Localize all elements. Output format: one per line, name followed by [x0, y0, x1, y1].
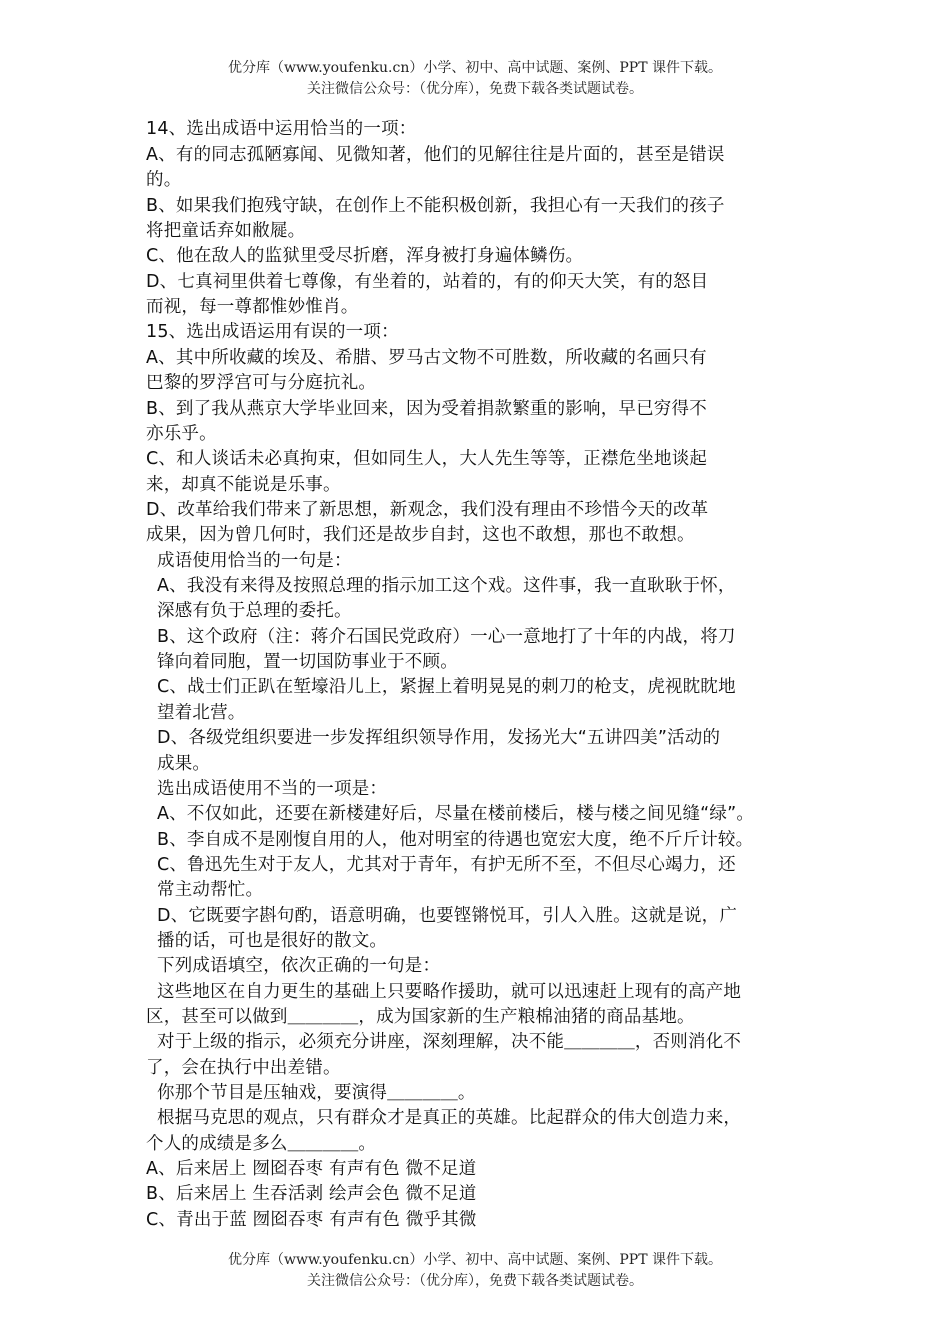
q17-option-a: A、不仅如此，还要在新楼建好后，尽量在楼前楼后，楼与楼之间见缝“绿”。 — [157, 804, 755, 824]
q18-sentence-2-cont: 了，会在执行中出差错。 — [146, 1058, 341, 1078]
q17-option-d-cont: 播的话，可也是很好的散文。 — [157, 931, 388, 951]
q16-option-b: B、这个政府（注：蒋介石国民党政府）一心一意地打了十年的内战，将刀 — [157, 627, 736, 647]
q16-option-c: C、战士们正趴在堑壕沿儿上，紧握上着明晃晃的刺刀的枪支，虎视眈眈地 — [157, 677, 736, 697]
q14-option-b: B、如果我们抱残守缺，在创作上不能积极创新，我担心有一天我们的孩子 — [146, 196, 725, 216]
q15-option-d: D、改革给我们带来了新思想，新观念，我们没有理由不珍惜今天的改革 — [146, 500, 709, 520]
q18-option-b: B、后来居上 生吞活剥 绘声会色 微不足道 — [146, 1184, 477, 1204]
q18-option-a: A、后来居上 囫囵吞枣 有声有色 微不足道 — [146, 1159, 477, 1179]
q18-sentence-4: 根据马克思的观点，只有群众才是真正的英雄。比起群众的伟大创造力来， — [157, 1108, 742, 1128]
question-18-title: 下列成语填空，依次正确的一句是： — [157, 956, 441, 976]
question-15-title: 15、选出成语运用有误的一项： — [146, 322, 399, 342]
q18-sentence-1-cont: 区，甚至可以做到＿＿＿＿，成为国家新的生产粮棉油猪的商品基地。 — [146, 1007, 695, 1027]
q16-option-a-cont: 深感有负于总理的委托。 — [157, 601, 352, 621]
q14-option-a-cont: 的。 — [146, 170, 182, 190]
q18-sentence-1: 这些地区在自力更生的基础上只要略作援助，就可以迅速赶上现有的高产地 — [157, 982, 742, 1002]
q17-option-b: B、李自成不是刚愎自用的人，他对明室的待遇也宽宏大度，绝不斤斤计较。 — [157, 830, 754, 850]
q14-option-c: C、他在敌人的监狱里受尽折磨，浑身被打身遍体鳞伤。 — [146, 246, 584, 266]
q14-option-d: D、七真祠里供着七尊像，有坐着的，站着的，有的仰天大笑，有的怒目 — [146, 272, 709, 292]
q18-sentence-2: 对于上级的指示，必须充分讲座，深刻理解，决不能＿＿＿＿，否则消化不 — [157, 1032, 742, 1052]
q17-option-c-cont: 常主动帮忙。 — [157, 880, 264, 900]
q16-option-b-cont: 锋向着同胞，置一切国防事业于不顾。 — [157, 652, 458, 672]
q17-option-d: D、它既要字斟句酌，语意明确，也要铿锵悦耳，引人入胜。这就是说，广 — [157, 906, 738, 926]
page-footer — [0, 1250, 950, 1292]
q14-option-b-cont: 将把童话弃如敝屣。 — [146, 221, 306, 241]
q15-option-a: A、其中所收藏的埃及、希腊、罗马古文物不可胜数，所收藏的名画只有 — [146, 348, 707, 368]
q15-option-d-cont: 成果，因为曾几何时，我们还是故步自封，这也不敢想，那也不敢想。 — [146, 525, 695, 545]
question-16-title: 成语使用恰当的一句是： — [157, 551, 352, 571]
q15-option-b: B、到了我从燕京大学毕业回来，因为受着捐款繁重的影响，早已穷得不 — [146, 399, 707, 419]
q14-option-d-cont: 而视，每一尊都惟妙惟肖。 — [146, 297, 359, 317]
footer-line-1: 优分库（www.youfenku.cn）小学、初中、高中试题、案例、PPT 课件下载。 — [227, 1252, 722, 1268]
q17-option-c: C、鲁迅先生对于友人，尤其对于青年，有护无所不至，不但尽心竭力，还 — [157, 855, 736, 875]
q18-option-c: C、青出于蓝 囫囵吞枣 有声有色 微乎其微 — [146, 1210, 477, 1230]
header-line-1: 优分库（www.youfenku.cn）小学、初中、高中试题、案例、PPT 课件下载。 — [227, 60, 722, 76]
q16-option-c-cont: 望着北营。 — [157, 703, 246, 723]
footer-line-2: 关注微信公众号：（优分库），免费下载各类试题试卷。 — [307, 1273, 643, 1289]
question-17-title: 选出成语使用不当的一项是： — [157, 779, 388, 799]
q18-sentence-4-cont: 个人的成绩是多么＿＿＿＿。 — [146, 1134, 377, 1154]
q14-option-a: A、有的同志孤陋寡闻、见微知著，他们的见解往往是片面的，甚至是错误 — [146, 145, 725, 165]
header-line-2: 关注微信公众号：（优分库），免费下载各类试题试卷。 — [307, 81, 643, 97]
q16-option-d: D、各级党组织要进一步发挥组织领导作用，发扬光大“五讲四美”活动的 — [157, 728, 721, 748]
q16-option-d-cont: 成果。 — [157, 754, 211, 774]
question-14-title: 14、选出成语中运用恰当的一项： — [146, 119, 417, 139]
q15-option-a-cont: 巴黎的罗浮宫可与分庭抗礼。 — [146, 373, 377, 393]
q15-option-b-cont: 亦乐乎。 — [146, 424, 217, 444]
q15-option-c: C、和人谈话未必真拘束，但如同生人，大人先生等等，正襟危坐地谈起 — [146, 449, 708, 469]
q15-option-c-cont: 来，却真不能说是乐事。 — [146, 475, 341, 495]
q16-option-a: A、我没有来得及按照总理的指示加工这个戏。这件事，我一直耿耿于怀， — [157, 576, 736, 596]
q18-sentence-3: 你那个节目是压轴戏，要演得＿＿＿＿。 — [157, 1083, 476, 1103]
